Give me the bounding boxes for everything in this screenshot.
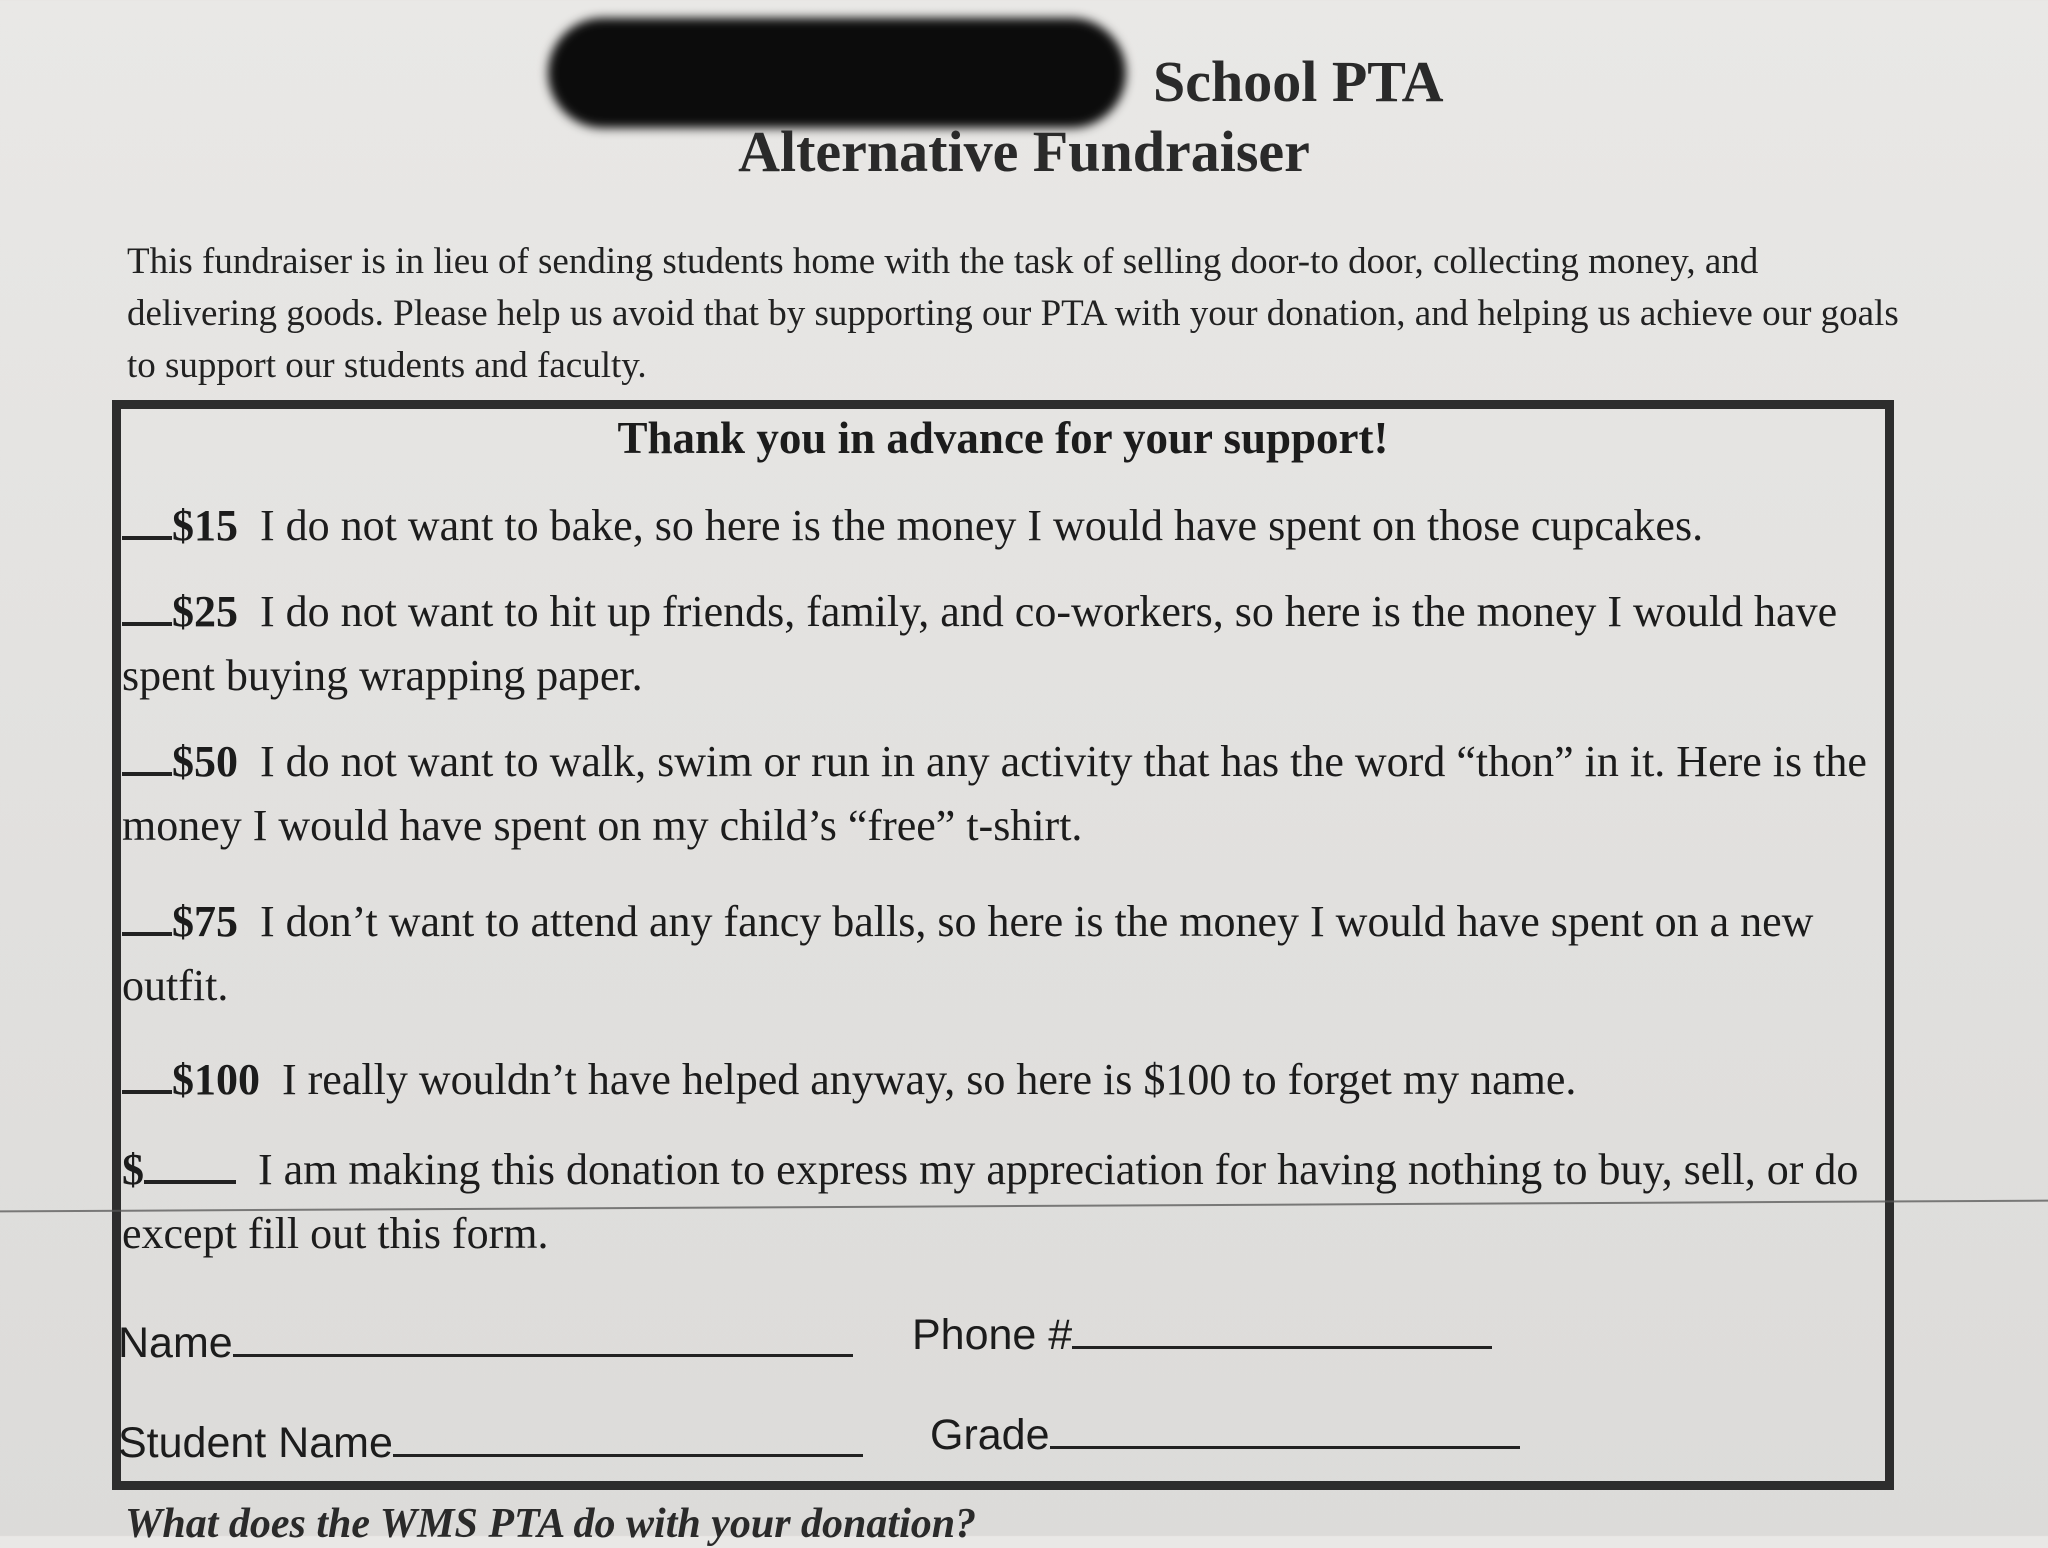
donation-option-custom[interactable]: $ I am making this donation to express my appreciation for having nothing to buy, sell, or do except fill out this form. [122, 1138, 1882, 1266]
donation-option-75[interactable]: $75 I don’t want to attend any fancy balls, so here is the money I would have spent on a new outfit. [122, 890, 1882, 1018]
name-line[interactable] [233, 1318, 853, 1357]
checkbox-blank[interactable] [122, 1050, 172, 1094]
donation-option-15[interactable]: $15 I do not want to bake, so here is the money I would have spent on those cupcakes. [122, 494, 1882, 558]
donation-option-50[interactable]: $50 I do not want to walk, swim or run in any activity that has the word “thon” in it. Here is the money I would have spent on my child’s “free” t-shirt. [122, 730, 1882, 858]
donation-option-25[interactable]: $25 I do not want to hit up friends, family, and co-workers, so here is the money I would have spent buying wrapping paper. [122, 580, 1882, 708]
donation-option-100[interactable]: $100 I really wouldn’t have helped anyway, so here is $100 to forget my name. [122, 1048, 1882, 1112]
checkbox-blank[interactable] [122, 732, 172, 776]
checkbox-blank[interactable] [122, 582, 172, 626]
student-name-line[interactable] [393, 1418, 863, 1457]
page-title: School PTA [1153, 49, 1444, 114]
checkbox-blank[interactable] [122, 496, 172, 540]
redaction-mark [548, 18, 1126, 128]
phone-line[interactable] [1072, 1310, 1492, 1349]
intro-paragraph: This fundraiser is in lieu of sending students home with the task of selling door-to door, collecting money, and delivering goods. Please help us avoid that by supporting our PTA with your donation, and helping us achieve our goals to support our students and faculty. [127, 241, 1899, 386]
checkbox-blank[interactable] [122, 892, 172, 936]
grade-line[interactable] [1050, 1410, 1520, 1449]
name-field[interactable]: Name [118, 1318, 853, 1368]
footer-question: What does the WMS PTA do with your donation? [125, 1501, 977, 1547]
page-subtitle: Alternative Fundraiser [738, 119, 1310, 184]
custom-amount-blank[interactable] [144, 1140, 236, 1184]
student-name-field[interactable]: Student Name [118, 1418, 863, 1468]
thanks-heading: Thank you in advance for your support! [617, 413, 1389, 463]
phone-field[interactable]: Phone # [912, 1310, 1492, 1360]
grade-field[interactable]: Grade [930, 1410, 1520, 1460]
